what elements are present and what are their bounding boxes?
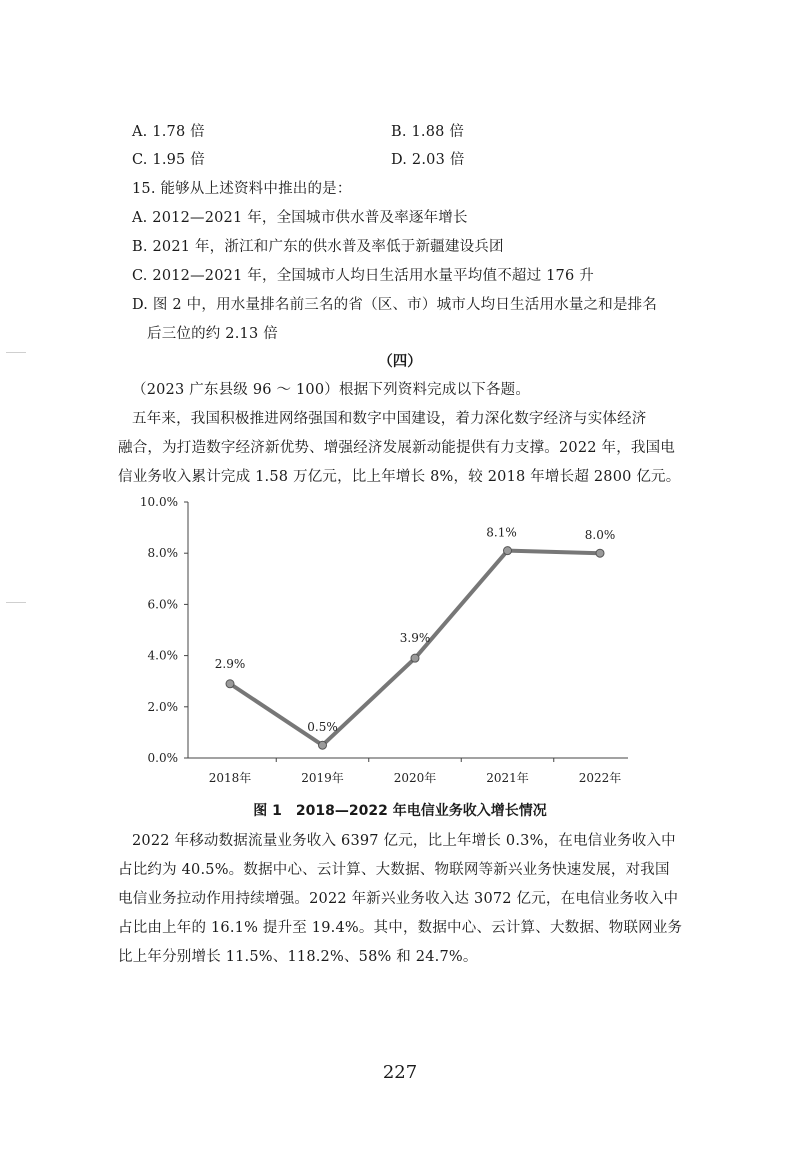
paragraph-1-line-2: 融合，为打造数字经济新优势、增强经济发展新动能提供有力支撑。2022 年，我国电 [118, 440, 676, 456]
data-point [226, 680, 234, 688]
data-point [596, 549, 604, 557]
q14-option-d: D. 2.03 倍 [391, 152, 465, 168]
q15-option-d: D. 图 2 中，用水量排名前三名的省（区、市）城市人均日生活用水量之和是排名 [132, 297, 658, 313]
x-tick-label: 2020年 [393, 771, 437, 785]
paragraph-1-line-1: 五年来，我国积极推进网络强国和数字中国建设，着力深化数字经济与实体经济 [132, 411, 647, 427]
chart-title: 图 1 2018—2022 年电信业务收入增长情况 [253, 803, 547, 819]
y-tick-label: 2.0% [147, 699, 178, 714]
q15-option-c: C. 2012—2021 年，全国城市人均日生活用水量平均值不超过 176 升 [132, 268, 594, 284]
data-label: 2.9% [214, 656, 246, 671]
q15-option-d-cont: 后三位的约 2.13 倍 [147, 326, 278, 342]
paragraph-2-line-4: 占比由上年的 16.1% 提升至 19.4%。其中，数据中心、云计算、大数据、物联网业务 [118, 920, 683, 936]
paragraph-2-line-3: 电信业务拉动作用持续增强。2022 年新兴业务收入达 3072 亿元，在电信业务收入中 [118, 891, 679, 907]
q15-option-a: A. 2012—2021 年，全国城市供水普及率逐年增长 [132, 210, 468, 226]
y-tick-label: 0.0% [147, 751, 178, 765]
section-source: （2023 广东县级 96 ～ 100）根据下列资料完成以下各题。 [132, 382, 531, 398]
q15-option-b: B. 2021 年，浙江和广东的供水普及率低于新疆建设兵团 [132, 239, 504, 255]
data-label: 3.9% [399, 631, 431, 646]
section-heading: （四） [378, 354, 422, 370]
x-tick-label: 2019年 [301, 771, 344, 785]
paragraph-2-line-5: 比上年分别增长 11.5%、118.2%、58% 和 24.7%。 [118, 949, 478, 965]
y-tick-label: 10.0% [139, 495, 178, 509]
data-label: 0.5% [307, 720, 338, 735]
q15-stem: 15. 能够从上述资料中推出的是： [132, 181, 352, 197]
data-point [411, 654, 419, 662]
data-point [319, 741, 327, 749]
series-line [230, 551, 600, 746]
q14-option-b: B. 1.88 倍 [391, 124, 465, 140]
y-tick-label: 8.0% [147, 546, 178, 561]
paragraph-1-line-3: 信业务收入累计完成 1.58 万亿元，比上年增长 8%，较 2018 年增长超 2800 亿元。 [118, 469, 681, 485]
page-number: 227 [382, 1062, 418, 1083]
data-point [504, 547, 512, 555]
q14-option-a: A. 1.78 倍 [132, 124, 205, 140]
x-tick-label: 2021年 [486, 771, 529, 785]
y-tick-label: 4.0% [147, 648, 178, 663]
q14-option-c: C. 1.95 倍 [132, 152, 205, 168]
paragraph-2-line-1: 2022 年移动数据流量业务收入 6397 亿元，比上年增长 0.3%，在电信业务收入中 [132, 833, 676, 849]
data-label: 8.0% [584, 528, 616, 543]
x-tick-label: 2018年 [208, 771, 252, 785]
y-tick-label: 6.0% [147, 597, 178, 612]
paragraph-2-line-2: 占比约为 40.5%。数据中心、云计算、大数据、物联网等新兴业务快速发展，对我国 [118, 862, 670, 878]
data-label: 8.1% [486, 525, 517, 540]
x-tick-label: 2022年 [578, 771, 622, 785]
